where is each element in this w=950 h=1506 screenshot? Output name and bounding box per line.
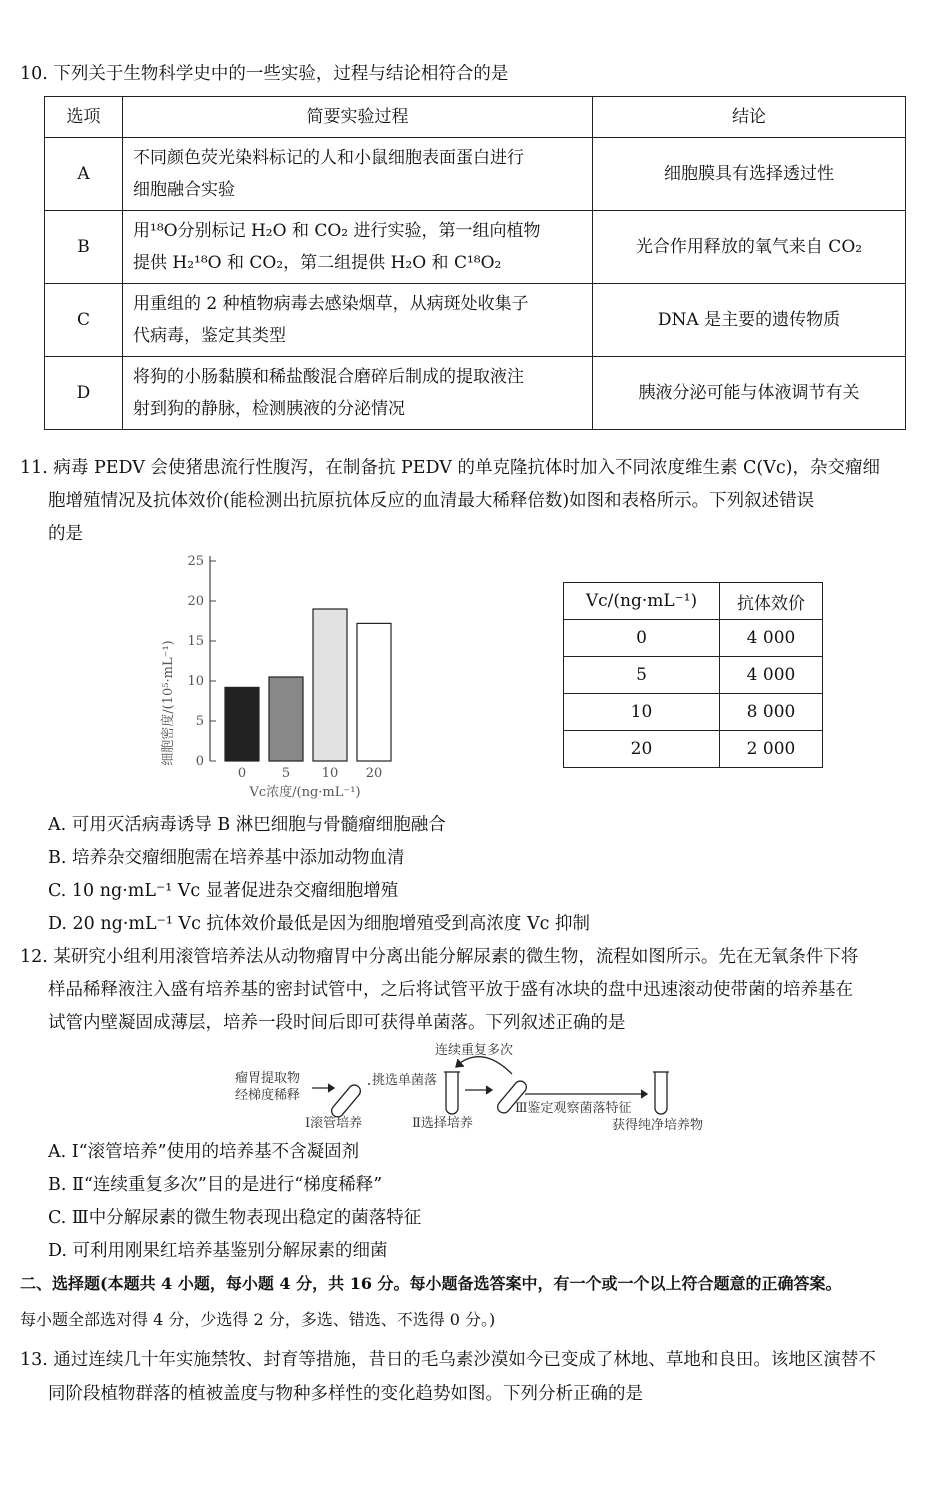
q10-opt: A (45, 138, 123, 211)
q10-header-option: 选项 (45, 97, 123, 138)
q10-header-process: 简要实验过程 (123, 97, 593, 138)
q11-header-vc: Vc/(ng·mL⁻¹) (564, 583, 720, 620)
q11-stem-line3: 的是 (48, 524, 83, 544)
q11-stem-line2: 胞增殖情况及抗体效价(能检测出抗原抗体反应的血清最大稀释倍数)如图和表格所示。下列叙述错误 (48, 491, 815, 511)
table-row (45, 211, 906, 284)
test-tube-icon (444, 1072, 460, 1114)
q10-proc-line: 不同颜色荧光染料标记的人和小鼠细胞表面蛋白进行 (133, 148, 524, 168)
arrow-icon (525, 1090, 647, 1098)
table-row (45, 138, 906, 211)
chart-ylabel: 细胞密度/(10⁵·mL⁻¹) (161, 640, 176, 766)
q11-cell: 2 000 (720, 731, 823, 768)
q13-stem-line2: 同阶段植物群落的植被盖度与物种多样性的变化趋势如图。下列分析正确的是 (48, 1384, 643, 1404)
bar (225, 687, 259, 761)
q12-option-a: A. Ⅰ“滚管培养”使用的培养基不含凝固剂 (48, 1142, 360, 1162)
q11-header-titer: 抗体效价 (720, 583, 823, 620)
q10-header-conclusion: 结论 (593, 97, 906, 138)
q10-proc (123, 284, 593, 357)
table-row (45, 284, 906, 357)
q10-proc-line: 提供 H₂¹⁸O 和 CO₂，第二组提供 H₂O 和 C¹⁸O₂ (133, 253, 502, 273)
q10-table (44, 96, 906, 430)
q11-option-c: C. 10 ng·mL⁻¹ Vc 显著促进杂交瘤细胞增殖 (48, 881, 399, 901)
q10-proc-line: 代病毒，鉴定其类型 (133, 326, 286, 346)
q10-opt: B (45, 211, 123, 284)
table-row (564, 657, 823, 694)
q12-stem-line2: 样品稀释液注入盛有培养基的密封试管中，之后将试管平放于盛有冰块的盘中迅速滚动使带菌的培养基在 (48, 980, 853, 1000)
x-tick-label: 20 (365, 766, 383, 781)
chart-xlabel: Vc浓度/(ng·mL⁻¹) (249, 785, 361, 800)
q13-stem-line1: 13. 通过连续几十年实施禁牧、封育等措施，昔日的毛乌素沙漠如今已变成了林地、草地和良田。该地区演替不 (20, 1350, 876, 1370)
x-tick-label: 0 (237, 766, 247, 781)
y-tick-label: 20 (187, 594, 204, 609)
q10-proc-line: 细胞融合实验 (133, 180, 235, 200)
flow-source-line2: 经梯度稀释 (235, 1088, 301, 1103)
q12-stem-line1: 12. 某研究小组利用滚管培养法从动物瘤胃中分离出能分解尿素的微生物，流程如图所示。先在无氧条件下将 (20, 947, 859, 967)
flow-pick-label: 挑选单菌落 (372, 1073, 438, 1088)
q11-bar-chart (150, 548, 440, 808)
q12-stem-line3: 试管内壁凝固成薄层，培养一段时间后即可获得单菌落。下列叙述正确的是 (48, 1013, 626, 1033)
q10-proc-line: 用¹⁸O分别标记 H₂O 和 CO₂ 进行实验，第一组向植物 (133, 221, 541, 241)
test-tube-icon (653, 1072, 669, 1114)
q10-concl: 细胞膜具有选择透过性 (593, 138, 906, 211)
bar (269, 677, 303, 761)
q11-cell: 20 (564, 731, 720, 768)
q10-proc-line: 射到狗的静脉，检测胰液的分泌情况 (133, 399, 405, 419)
table-row (45, 357, 906, 430)
q11-cell: 5 (564, 657, 720, 694)
bar (357, 623, 391, 761)
q11-option-a: A. 可用灭活病毒诱导 B 淋巴细胞与骨髓瘤细胞融合 (48, 815, 446, 835)
q10-proc (123, 357, 593, 430)
section-2-heading: 二、选择题(本题共 4 小题，每小题 4 分，共 16 分。每小题备选答案中，有一个或一个以上符合题意的正确答案。 (20, 1274, 842, 1293)
q11-cell: 4 000 (720, 620, 823, 657)
q11-cell: 8 000 (720, 694, 823, 731)
y-tick-label: 0 (195, 754, 204, 769)
flow-step4: 获得纯净培养物 (612, 1118, 704, 1133)
q10-concl: DNA 是主要的遗传物质 (593, 284, 906, 357)
q11-option-b: B. 培养杂交瘤细胞需在培养基中添加动物血清 (48, 848, 405, 868)
q10-concl: 胰液分泌可能与体液调节有关 (593, 357, 906, 430)
table-row (564, 620, 823, 657)
q10-concl: 光合作用释放的氧气来自 CO₂ (593, 211, 906, 284)
q12-option-b: B. Ⅱ“连续重复多次”目的是进行“梯度稀释” (48, 1175, 383, 1195)
q11-table (563, 582, 823, 768)
flow-step2: Ⅱ选择培养 (412, 1116, 473, 1131)
q11-cell: 4 000 (720, 657, 823, 694)
arrow-icon (465, 1086, 492, 1094)
y-tick-label: 10 (187, 674, 204, 689)
bar (313, 609, 347, 761)
flow-step3: Ⅲ鉴定观察菌落特征 (515, 1101, 632, 1116)
q10-proc (123, 138, 593, 211)
x-tick-label: 5 (281, 766, 291, 781)
flow-repeat-label: 连续重复多次 (435, 1043, 514, 1058)
table-row (564, 731, 823, 768)
flow-step1: Ⅰ滚管培养 (305, 1116, 363, 1131)
q10-stem: 10. 下列关于生物科学史中的一些实验，过程与结论相符合的是 (20, 64, 509, 84)
repeat-arrow-icon (456, 1057, 512, 1074)
q12-option-c: C. Ⅲ中分解尿素的微生物表现出稳定的菌落特征 (48, 1208, 422, 1228)
q10-opt: C (45, 284, 123, 357)
y-tick-label: 25 (187, 554, 204, 569)
y-tick-label: 15 (187, 634, 204, 649)
q10-opt: D (45, 357, 123, 430)
q11-cell: 10 (564, 694, 720, 731)
q11-stem-line1: 11. 病毒 PEDV 会使猪患流行性腹泻，在制备抗 PEDV 的单克隆抗体时加入不同浓度维生素 C(Vc)，杂交瘤细 (20, 458, 881, 478)
x-tick-label: 10 (321, 766, 339, 781)
q10-proc-line: 将狗的小肠黏膜和稀盐酸混合磨碎后制成的提取液注 (133, 367, 524, 387)
y-tick-label: 5 (195, 714, 204, 729)
q12-flow-diagram (220, 1038, 740, 1138)
q11-option-d: D. 20 ng·mL⁻¹ Vc 抗体效价最低是因为细胞增殖受到高浓度 Vc 抑制 (48, 914, 590, 934)
flow-source-line1: 瘤胃提取物 (235, 1071, 301, 1086)
q12-option-d: D. 可利用刚果红培养基鉴别分解尿素的细菌 (48, 1241, 388, 1261)
section-2-instructions: 每小题全部选对得 4 分，少选得 2 分，多选、错选、不选得 0 分。) (20, 1310, 496, 1329)
q11-cell: 0 (564, 620, 720, 657)
q10-proc (123, 211, 593, 284)
arrow-icon (312, 1084, 334, 1092)
table-row (564, 694, 823, 731)
q10-proc-line: 用重组的 2 种植物病毒去感染烟草，从病斑处收集子 (133, 294, 529, 314)
